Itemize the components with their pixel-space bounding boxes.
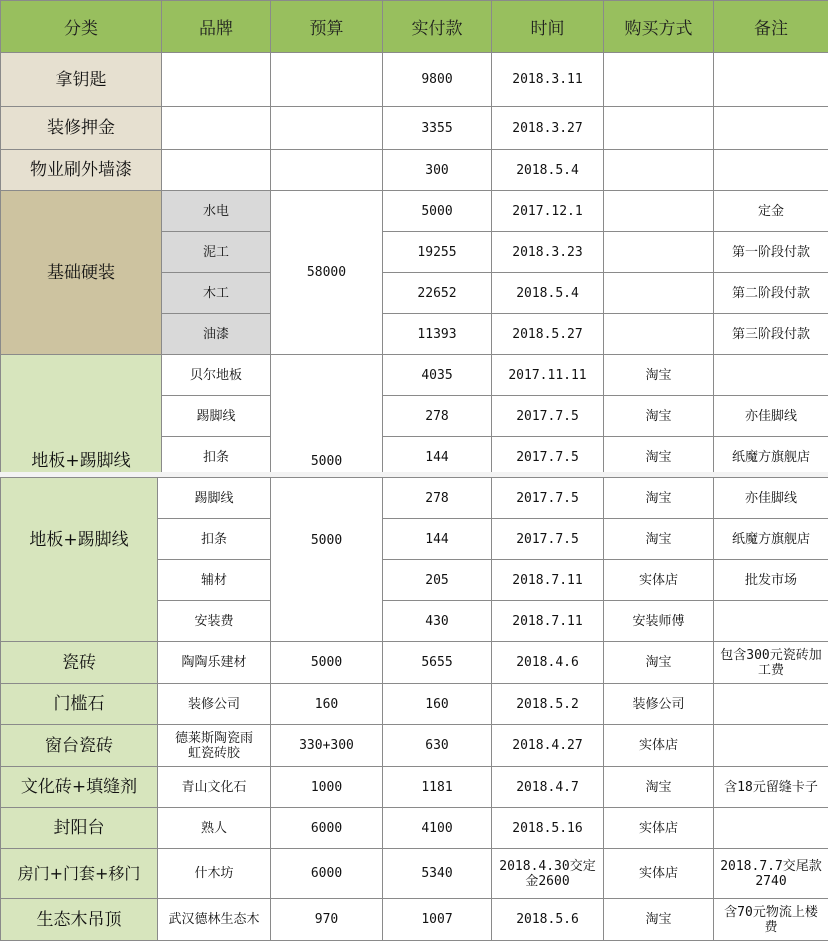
method-cell[interactable] — [604, 232, 714, 273]
method-cell[interactable] — [604, 191, 714, 232]
header-time[interactable]: 时间 — [492, 1, 604, 53]
method-cell[interactable]: 实体店 — [604, 808, 714, 849]
table-row — [1, 478, 828, 519]
table-row — [1, 808, 828, 849]
paid-cell[interactable]: 1007 — [383, 899, 492, 941]
table-row — [1, 725, 828, 767]
brand-cell[interactable]: 辅材 — [158, 560, 271, 601]
brand-cell[interactable]: 陶陶乐建材 — [158, 642, 271, 684]
budget-cell[interactable]: 970 — [271, 899, 383, 941]
sheet-bottom — [0, 477, 828, 941]
time-cell[interactable]: 2017.7.5 — [492, 396, 604, 437]
header-category[interactable]: 分类 — [1, 1, 162, 53]
paid-cell[interactable]: 278 — [383, 396, 492, 437]
time-cell[interactable]: 2018.3.23 — [492, 232, 604, 273]
paid-cell[interactable]: 5655 — [383, 642, 492, 684]
paid-cell[interactable]: 160 — [383, 684, 492, 725]
budget-cell[interactable]: 1000 — [271, 767, 383, 808]
paid-cell[interactable]: 4100 — [383, 808, 492, 849]
time-cell[interactable]: 2017.7.5 — [492, 478, 604, 519]
method-cell[interactable]: 淘宝 — [604, 767, 714, 808]
table-row — [1, 899, 828, 941]
brand-cell[interactable]: 扣条 — [162, 437, 271, 473]
note-cell[interactable] — [714, 150, 828, 191]
method-cell[interactable]: 装修公司 — [604, 684, 714, 725]
paid-cell[interactable]: 4035 — [383, 355, 492, 396]
category-cell[interactable]: 文化砖+填缝剂 — [1, 767, 158, 808]
time-cell[interactable]: 2018.5.16 — [492, 808, 604, 849]
note-cell[interactable]: 含70元物流上楼费 — [714, 899, 828, 941]
brand-cell[interactable]: 油漆 — [162, 314, 271, 355]
budget-cell[interactable]: 6000 — [271, 808, 383, 849]
method-cell[interactable] — [604, 273, 714, 314]
paid-cell[interactable]: 9800 — [383, 53, 492, 107]
note-cell[interactable]: 亦佳脚线 — [714, 396, 828, 437]
category-cell[interactable]: 地板+踢脚线 — [1, 478, 158, 642]
paid-cell[interactable]: 278 — [383, 478, 492, 519]
paid-cell[interactable]: 205 — [383, 560, 492, 601]
time-cell[interactable]: 2018.5.6 — [492, 899, 604, 941]
category-cell[interactable]: 地板+踢脚线 — [1, 355, 162, 473]
time-cell[interactable]: 2017.7.5 — [492, 519, 604, 560]
brand-cell[interactable] — [162, 107, 271, 150]
method-cell[interactable]: 淘宝 — [604, 396, 714, 437]
method-cell[interactable]: 淘宝 — [604, 519, 714, 560]
expense-table-top — [0, 0, 828, 472]
method-cell[interactable] — [604, 53, 714, 107]
method-cell[interactable]: 淘宝 — [604, 899, 714, 941]
budget-cell[interactable]: 5000 — [271, 355, 383, 473]
paid-cell[interactable]: 300 — [383, 150, 492, 191]
category-cell[interactable]: 门槛石 — [1, 684, 158, 725]
time-cell[interactable]: 2017.11.11 — [492, 355, 604, 396]
note-cell[interactable]: 纸魔方旗舰店 — [714, 437, 828, 473]
note-cell[interactable]: 纸魔方旗舰店 — [714, 519, 828, 560]
note-cell[interactable] — [714, 107, 828, 150]
note-cell[interactable] — [714, 808, 828, 849]
note-cell[interactable]: 第一阶段付款 — [714, 232, 828, 273]
table-row — [1, 191, 828, 232]
time-cell[interactable]: 2018.5.2 — [492, 684, 604, 725]
budget-cell[interactable]: 58000 — [271, 191, 383, 355]
note-cell[interactable]: 第三阶段付款 — [714, 314, 828, 355]
brand-cell[interactable]: 踢脚线 — [158, 478, 271, 519]
budget-cell[interactable]: 330+300 — [271, 725, 383, 767]
table-row — [1, 355, 828, 396]
note-cell[interactable] — [714, 53, 828, 107]
method-cell[interactable] — [604, 314, 714, 355]
header-budget[interactable]: 预算 — [271, 1, 383, 53]
budget-cell[interactable] — [271, 150, 383, 191]
category-cell[interactable]: 基础硬装 — [1, 191, 162, 355]
time-cell[interactable]: 2018.3.11 — [492, 53, 604, 107]
time-cell[interactable]: 2018.4.30交定金2600 — [492, 849, 604, 899]
expense-table-bottom — [0, 477, 828, 941]
brand-cell[interactable]: 木工 — [162, 273, 271, 314]
time-cell[interactable]: 2018.4.7 — [492, 767, 604, 808]
brand-cell[interactable]: 装修公司 — [158, 684, 271, 725]
time-cell[interactable]: 2018.5.4 — [492, 273, 604, 314]
note-cell[interactable]: 定金 — [714, 191, 828, 232]
brand-cell[interactable]: 熟人 — [158, 808, 271, 849]
brand-cell[interactable]: 踢脚线 — [162, 396, 271, 437]
method-cell[interactable]: 安装师傅 — [604, 601, 714, 642]
category-cell[interactable]: 生态木吊顶 — [1, 899, 158, 941]
method-cell[interactable]: 淘宝 — [604, 642, 714, 684]
table-row — [1, 107, 828, 150]
note-cell[interactable]: 2018.7.7交尾款2740 — [714, 849, 828, 899]
category-cell[interactable]: 物业刷外墙漆 — [1, 150, 162, 191]
time-cell[interactable]: 2018.5.4 — [492, 150, 604, 191]
method-cell[interactable]: 淘宝 — [604, 478, 714, 519]
budget-cell[interactable]: 5000 — [271, 478, 383, 642]
paid-cell[interactable]: 630 — [383, 725, 492, 767]
method-cell[interactable]: 实体店 — [604, 725, 714, 767]
brand-cell[interactable]: 安装费 — [158, 601, 271, 642]
paid-cell[interactable]: 144 — [383, 437, 492, 473]
paid-cell[interactable]: 144 — [383, 519, 492, 560]
time-cell[interactable]: 2018.4.6 — [492, 642, 604, 684]
header-note[interactable]: 备注 — [714, 1, 828, 53]
table-row — [1, 642, 828, 684]
brand-cell[interactable] — [162, 53, 271, 107]
category-cell[interactable]: 房门+门套+移门 — [1, 849, 158, 899]
note-cell[interactable]: 包含300元瓷砖加工费 — [714, 642, 828, 684]
budget-cell[interactable]: 6000 — [271, 849, 383, 899]
method-cell[interactable]: 实体店 — [604, 849, 714, 899]
paid-cell[interactable]: 5000 — [383, 191, 492, 232]
brand-cell[interactable]: 扣条 — [158, 519, 271, 560]
brand-cell[interactable]: 德莱斯陶瓷雨虹瓷砖胶 — [158, 725, 271, 767]
time-cell[interactable]: 2017.12.1 — [492, 191, 604, 232]
table-row — [1, 53, 828, 107]
table-row — [1, 150, 828, 191]
note-cell[interactable]: 含18元留缝卡子 — [714, 767, 828, 808]
brand-cell[interactable] — [162, 150, 271, 191]
method-cell[interactable]: 淘宝 — [604, 437, 714, 473]
method-cell[interactable]: 淘宝 — [604, 355, 714, 396]
method-cell[interactable] — [604, 107, 714, 150]
brand-cell[interactable]: 贝尔地板 — [162, 355, 271, 396]
paid-cell[interactable]: 22652 — [383, 273, 492, 314]
note-cell[interactable] — [714, 355, 828, 396]
brand-cell[interactable]: 青山文化石 — [158, 767, 271, 808]
header-paid[interactable]: 实付款 — [383, 1, 492, 53]
note-cell[interactable] — [714, 725, 828, 767]
budget-cell[interactable]: 5000 — [271, 642, 383, 684]
category-cell[interactable]: 封阳台 — [1, 808, 158, 849]
note-cell[interactable]: 第二阶段付款 — [714, 273, 828, 314]
time-cell[interactable]: 2018.7.11 — [492, 560, 604, 601]
budget-cell[interactable]: 160 — [271, 684, 383, 725]
brand-cell[interactable]: 什木坊 — [158, 849, 271, 899]
category-cell[interactable]: 拿钥匙 — [1, 53, 162, 107]
time-cell[interactable]: 2018.7.11 — [492, 601, 604, 642]
note-cell[interactable]: 批发市场 — [714, 560, 828, 601]
time-cell[interactable]: 2018.3.27 — [492, 107, 604, 150]
time-cell[interactable]: 2018.4.27 — [492, 725, 604, 767]
table-row — [1, 849, 828, 899]
paid-cell[interactable]: 11393 — [383, 314, 492, 355]
header-brand[interactable]: 品牌 — [162, 1, 271, 53]
budget-cell[interactable] — [271, 53, 383, 107]
time-cell[interactable]: 2017.7.5 — [492, 437, 604, 473]
budget-cell[interactable] — [271, 107, 383, 150]
time-cell[interactable]: 2018.5.27 — [492, 314, 604, 355]
table-row — [1, 684, 828, 725]
header-method[interactable]: 购买方式 — [604, 1, 714, 53]
table-row — [1, 767, 828, 808]
paid-cell[interactable]: 5340 — [383, 849, 492, 899]
method-cell[interactable] — [604, 150, 714, 191]
note-cell[interactable] — [714, 684, 828, 725]
brand-cell[interactable]: 武汉德林生态木 — [158, 899, 271, 941]
paid-cell[interactable]: 19255 — [383, 232, 492, 273]
category-cell[interactable]: 窗台瓷砖 — [1, 725, 158, 767]
note-cell[interactable] — [714, 601, 828, 642]
header-row — [1, 1, 828, 53]
category-cell[interactable]: 瓷砖 — [1, 642, 158, 684]
note-cell[interactable]: 亦佳脚线 — [714, 478, 828, 519]
paid-cell[interactable]: 3355 — [383, 107, 492, 150]
brand-cell[interactable]: 泥工 — [162, 232, 271, 273]
brand-cell[interactable]: 水电 — [162, 191, 271, 232]
method-cell[interactable]: 实体店 — [604, 560, 714, 601]
category-cell[interactable]: 装修押金 — [1, 107, 162, 150]
sheet-top — [0, 0, 828, 472]
paid-cell[interactable]: 1181 — [383, 767, 492, 808]
paid-cell[interactable]: 430 — [383, 601, 492, 642]
